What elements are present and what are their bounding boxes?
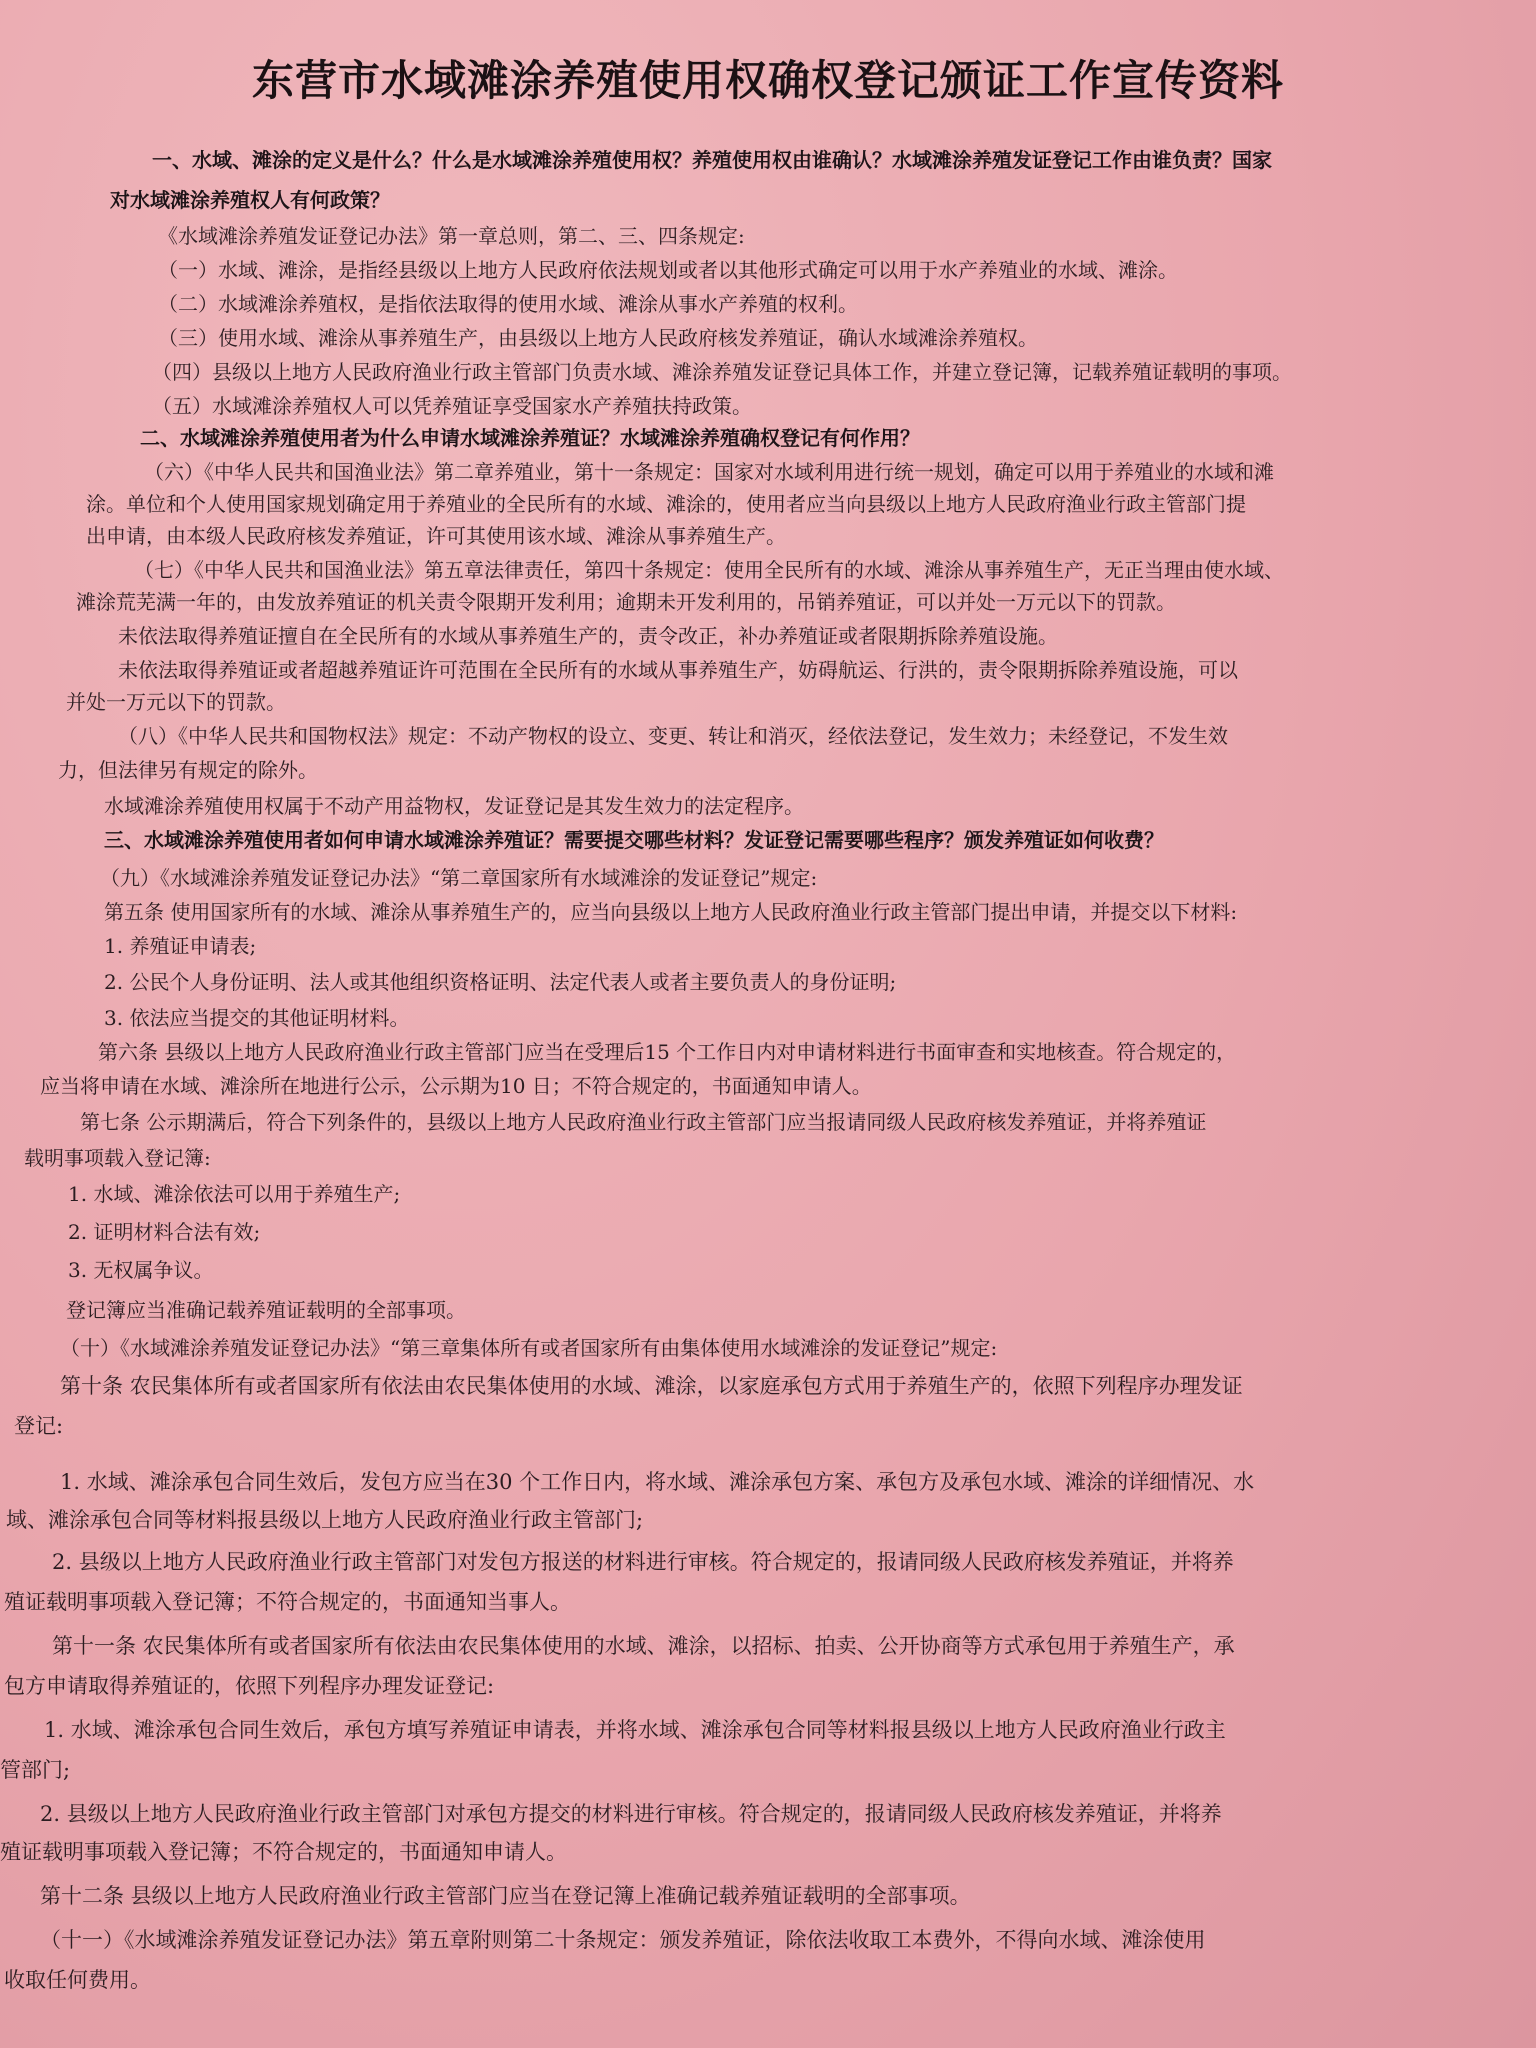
article-6-cont: 应当将申请在水域、滩涂所在地进行公示，公示期为10 日；不符合规定的，书面通知申请人。 xyxy=(40,1074,872,1098)
list-item: 2. 证明材料合法有效; xyxy=(68,1220,261,1244)
article-5: 第五条 使用国家所有的水域、滩涂从事养殖生产的，应当向县级以上地方人民政府渔业行政主管部门提出申请，并提交以下材料: xyxy=(104,900,1238,924)
clause-11: （十一）《水域滩涂养殖发证登记办法》第五章附则第二十条规定：颁发养殖证，除依法收取工本费外，不得向水域、滩涂使用 xyxy=(40,1928,1206,1952)
paragraph-line: 并处一万元以下的罚款。 xyxy=(66,690,286,714)
clause-4: （四）县级以上地方人民政府渔业行政主管部门负责水域、滩涂养殖发证登记具体工作，并建立登记簿，记载养殖证载明的事项。 xyxy=(152,360,1292,384)
clause-1: （一）水域、滩涂，是指经县级以上地方人民政府依法规划或者以其他形式确定可以用于水产养殖业的水域、滩涂。 xyxy=(158,258,1178,282)
clause-10: （十）《水域滩涂养殖发证登记办法》“第三章集体所有或者国家所有由集体使用水域滩涂的发证登记”规定: xyxy=(60,1336,998,1360)
list-item: 1. 水域、滩涂承包合同生效后，承包方填写养殖证申请表，并将水域、滩涂承包合同等材料报县级以上地方人民政府渔业行政主 xyxy=(44,1718,1226,1742)
clause-8-cont: 力，但法律另有规定的除外。 xyxy=(58,758,318,782)
list-item: 1. 养殖证申请表; xyxy=(104,934,257,958)
clause-7: （七）《中华人民共和国渔业法》第五章法律责任，第四十条规定：使用全民所有的水域、滩涂从事养殖生产，无正当理由使水域、 xyxy=(134,558,1284,582)
list-item: 2. 县级以上地方人民政府渔业行政主管部门对承包方提交的材料进行审核。符合规定的，报请同级人民政府核发养殖证，并将养 xyxy=(40,1802,1222,1826)
list-item: 3. 依法应当提交的其他证明材料。 xyxy=(104,1006,410,1030)
clause-2: （二）水域滩涂养殖权，是指依法取得的使用水域、滩涂从事水产养殖的权利。 xyxy=(158,292,858,316)
clause-3: （三）使用水域、滩涂从事养殖生产，由县级以上地方人民政府核发养殖证，确认水域滩涂养殖权。 xyxy=(158,326,1038,350)
document-title: 东营市水域滩涂养殖使用权确权登记颁证工作宣传资料 xyxy=(251,56,1284,105)
clause-7-cont: 滩涂荒芜满一年的，由发放养殖证的机关责令限期开发利用；逾期未开发利用的，吊销养殖证，可以并处一万元以下的罚款。 xyxy=(76,590,1176,614)
clause-8: （八）《中华人民共和国物权法》规定：不动产物权的设立、变更、转让和消灭，经依法登记，发生效力；未经登记，不发生效 xyxy=(118,724,1228,748)
list-item: 3. 无权属争议。 xyxy=(68,1258,214,1282)
paragraph-line: 未依法取得养殖证擅自在全民所有的水域从事养殖生产的，责令改正，补办养殖证或者限期拆除养殖设施。 xyxy=(118,624,1058,648)
list-item: 2. 公民个人身份证明、法人或其他组织资格证明、法定代表人或者主要负责人的身份证明; xyxy=(104,970,897,994)
list-item: 1. 水域、滩涂依法可以用于养殖生产; xyxy=(68,1182,401,1206)
article-7-cont: 载明事项载入登记簿: xyxy=(24,1146,211,1170)
clause-5: （五）水域滩涂养殖权人可以凭养殖证享受国家水产养殖扶持政策。 xyxy=(152,394,752,418)
paragraph-line: 未依法取得养殖证或者超越养殖证许可范围在全民所有的水域从事养殖生产，妨碍航运、行洪的，责令限期拆除养殖设施，可以 xyxy=(118,658,1238,682)
clause-11-cont: 收取任何费用。 xyxy=(4,1968,151,1992)
paragraph-line: 水域滩涂养殖使用权属于不动产用益物权，发证登记是其发生效力的法定程序。 xyxy=(104,794,804,818)
section-3-heading: 三、水域滩涂养殖使用者如何申请水域滩涂养殖证？需要提交哪些材料？发证登记需要哪些程序？颁发养殖证如何收费？ xyxy=(104,828,1164,852)
paragraph-line: 登记簿应当准确记载养殖证载明的全部事项。 xyxy=(66,1298,466,1322)
section-1-heading-cont: 对水域滩涂养殖权人有何政策？ xyxy=(110,188,390,212)
clause-6-cont: 涂。单位和个人使用国家规划确定用于养殖业的全民所有的水域、滩涂的，使用者应当向县级以上地方人民政府渔业行政主管部门提 xyxy=(86,492,1246,516)
list-item: 2. 县级以上地方人民政府渔业行政主管部门对发包方报送的材料进行审核。符合规定的，报请同级人民政府核发养殖证，并将养 xyxy=(52,1550,1234,1574)
article-11-cont: 包方申请取得养殖证的，依照下列程序办理发证登记: xyxy=(4,1674,495,1698)
clause-6: （六）《中华人民共和国渔业法》第二章养殖业，第十一条规定：国家对水域利用进行统一规划，确定可以用于养殖业的水域和滩 xyxy=(144,460,1274,484)
clause-9: （九）《水域滩涂养殖发证登记办法》“第二章国家所有水域滩涂的发证登记”规定: xyxy=(100,866,818,890)
list-item-cont: 域、滩涂承包合同等材料报县级以上地方人民政府渔业行政主管部门; xyxy=(6,1508,644,1532)
article-11: 第十一条 农民集体所有或者国家所有依法由农民集体使用的水域、滩涂，以招标、拍卖、公开协商等方式承包用于养殖生产，承 xyxy=(52,1634,1235,1658)
list-item-cont: 管部门; xyxy=(0,1758,71,1782)
article-12: 第十二条 县级以上地方人民政府渔业行政主管部门应当在登记簿上准确记载养殖证载明的全部事项。 xyxy=(40,1884,971,1908)
article-7: 第七条 公示期满后，符合下列条件的，县级以上地方人民政府渔业行政主管部门应当报请同级人民政府核发养殖证，并将养殖证 xyxy=(80,1110,1207,1134)
article-10-cont: 登记: xyxy=(14,1414,64,1438)
list-item-cont: 殖证载明事项载入登记簿；不符合规定的，书面通知申请人。 xyxy=(0,1840,567,1864)
list-item: 1. 水域、滩涂承包合同生效后，发包方应当在30 个工作日内，将水域、滩涂承包方案、承包方及承包水域、滩涂的详细情况、水 xyxy=(60,1470,1255,1494)
article-10: 第十条 农民集体所有或者国家所有依法由农民集体使用的水域、滩涂，以家庭承包方式用于养殖生产的，依照下列程序办理发证 xyxy=(60,1374,1243,1398)
article-6: 第六条 县级以上地方人民政府渔业行政主管部门应当在受理后15 个工作日内对申请材料进行书面审查和实地核查。符合规定的， xyxy=(98,1040,1237,1064)
section-1-heading: 一、水域、滩涂的定义是什么？什么是水域滩涂养殖使用权？养殖使用权由谁确认？水域滩涂养殖发证登记工作由谁负责？国家 xyxy=(152,148,1272,172)
clause-6-cont: 出申请，由本级人民政府核发养殖证，许可其使用该水域、滩涂从事养殖生产。 xyxy=(86,524,786,548)
list-item-cont: 殖证载明事项载入登记簿；不符合规定的，书面通知当事人。 xyxy=(4,1590,571,1614)
paragraph-line: 《水域滩涂养殖发证登记办法》第一章总则，第二、三、四条规定: xyxy=(158,224,745,248)
section-2-heading: 二、水域滩涂养殖使用者为什么申请水域滩涂养殖证？水域滩涂养殖确权登记有何作用？ xyxy=(140,426,920,450)
